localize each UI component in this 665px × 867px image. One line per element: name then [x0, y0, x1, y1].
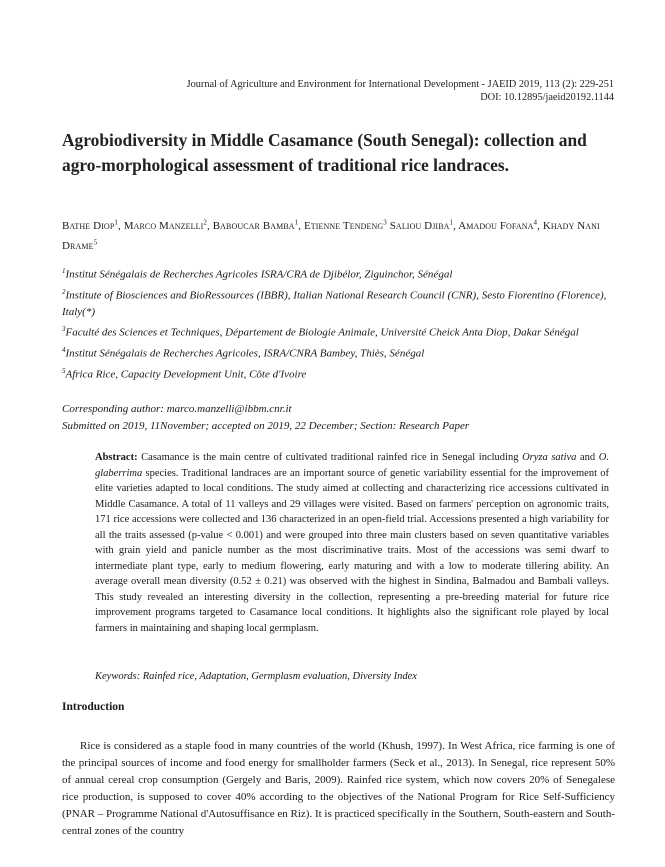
introduction-paragraph: Rice is considered as a staple food in many countries of the world (Khush, 1997). In West Africa, rice farming is one of the principal sources of income and food energy for smallholder farmers (Seck et al., 2013). In Senegal, rice represent 50% of annual cereal crop consumption (Gergely and Baris, 2009). Rainfed rice system, which now covers 20% of Senegalese rice production, is supposed to cover 40% according to the objectives of the National Program for Rice Self-Sufficiency (PNAR – Programme National d'Autosuffisance en Riz). It is practiced specifically in the Southern, South-eastern and South-central zones of the country — [62, 740, 615, 837]
author: Bathe Diop$^1$, — [62, 218, 124, 232]
abstract: Abstract: Casamance is the main centre of cultivated traditional rainfed rice in Senegal including Oryza sativa and O. glaberrima species. Traditional landraces are an important source of genetic variability essential for the improvement of elite varieties adapted to local conditions. The study aimed at collecting and characterizing rice accessions cultivated in Middle Casamance. A total of 11 valleys and 29 villages were visited. Based on farmers' perception on agronomic traits, 171 rice accessions were collected and 136 characterized in an open-field trial. Accessions presented a high variability for all the traits assessed (p-value < 0.001) and were grouped into three main clusters based on seven quantitative variables with grain yield and panicle number as the most discriminative traits. Most of the accessions was semi dwarf to intermediate plant type, early to medium flowering, early maturing and with a low to moderate tillering ability. An average overall mean diversity (0.52 ± 0.21) was observed with the highest in Sindina, Balmadou and Bambali valleys. This study revealed an interesting diversity in the collection, representing a pre-breeding material for future rice improvement programs targeted to Casamance local conditions. It highlights also the significant role played by local farmers in maintaining and shaping local germplasm. — [95, 452, 609, 634]
section-heading-introduction: Introduction — [62, 701, 125, 713]
abstract-label: Abstract: — [95, 452, 138, 463]
affiliation: $^3$Faculté des Sciences et Techniques, Département de Biologie Animale, Université Cheick Anta Diop, Dakar Sénégal — [62, 325, 579, 339]
keywords: Keywords: Rainfed rice, Adaptation, Germplasm evaluation, Diversity Index — [95, 671, 417, 682]
affiliation: $^1$Institut Sénégalais de Recherches Agricoles ISRA/CRA de Djibélor, Ziguinchor, Sénégal — [62, 267, 453, 281]
submission-info — [62, 401, 622, 435]
author: Saliou Djiba$^1$, — [389, 218, 459, 232]
author: Khady Nani Drame$^5$ — [62, 219, 600, 253]
author: Amadou Fofana$^4$, — [458, 218, 543, 232]
author: Baboucar Bamba$^1$, — [212, 218, 304, 232]
paper-title: Agrobiodiversity in Middle Casamance (South Senegal): collection and agro-morphological assessment of traditional rice landraces. — [62, 130, 587, 175]
affiliation-list — [62, 263, 622, 383]
author: Etienne Tendeng$^3$ — [303, 218, 387, 232]
author: Marco Manzelli$^2$, — [123, 218, 213, 232]
affiliation: $^2$Institute of Biosciences and BioRessources (IBBR), Italian National Research Council (CNR), Sesto Fiorentino (Florence), Italy(*) — [62, 287, 607, 319]
submission-dates: Submitted on 2019, 11November; accepted on 2019, 22 December; Section: Research Paper — [62, 420, 470, 432]
author-list — [62, 214, 622, 255]
journal-citation: Journal of Agriculture and Environment for International Development - JAEID 2019, 113 (2): 229-251 — [186, 79, 614, 90]
corresponding-author: Corresponding author: marco.manzelli@ibbm.cnr.it — [62, 403, 292, 415]
journal-header — [187, 78, 614, 104]
affiliation: $^4$Institut Sénégalais de Recherches Agricoles, ISRA/CNRA Bambey, Thiès, Sénégal — [62, 345, 425, 360]
journal-doi: DOI: 10.12895/jaeid20192.1144 — [480, 92, 614, 103]
affiliation: $^5$Africa Rice, Capacity Development Unit, Côte d'Ivoire — [62, 366, 307, 381]
